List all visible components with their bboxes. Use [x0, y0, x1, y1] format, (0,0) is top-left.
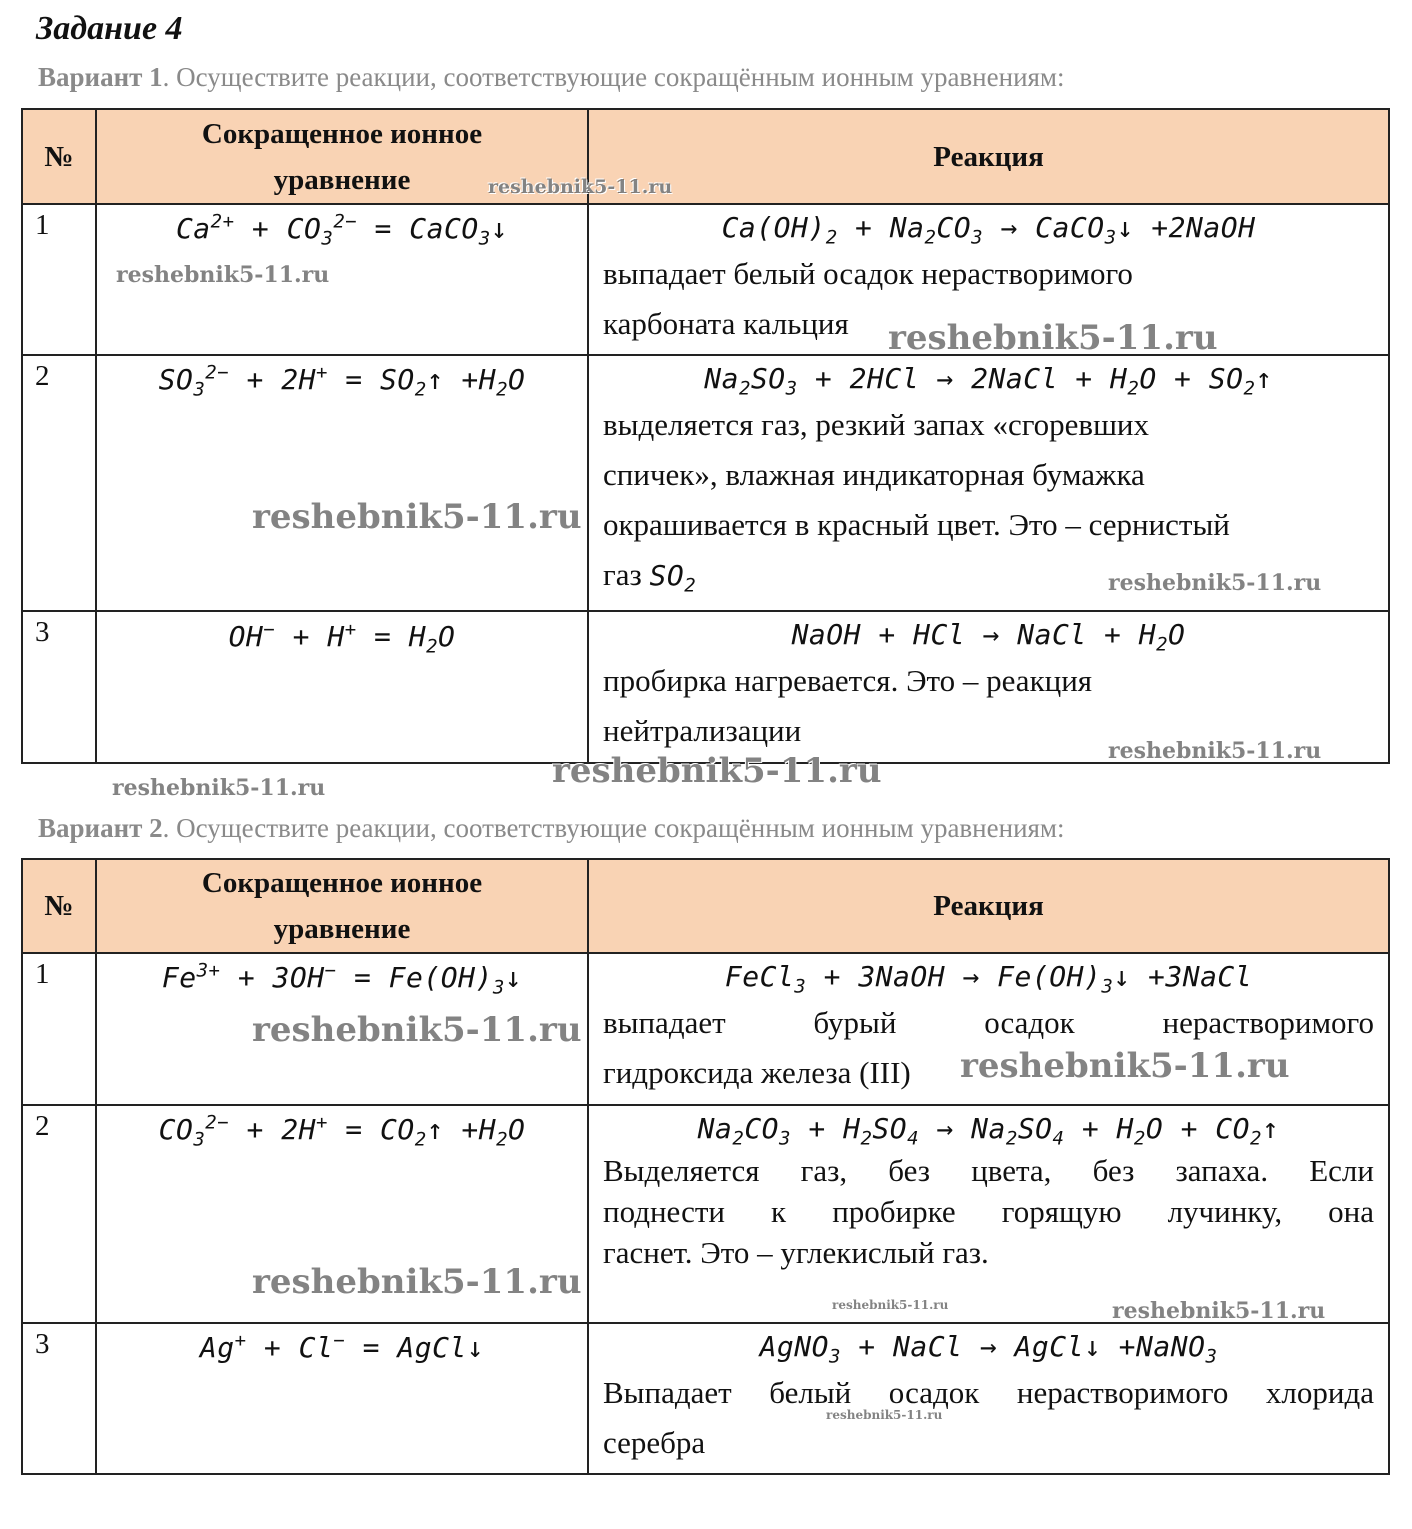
variant-2-table [21, 858, 1390, 1475]
header-ionic: Сокращенное ионное уравнение [96, 859, 588, 953]
variant-1-heading [38, 62, 1065, 93]
variant-1-label: Вариант 1 [38, 62, 163, 92]
reaction-cell [588, 1105, 1389, 1323]
task-title: Задание 4 [36, 10, 183, 47]
watermark: reshebnik5-11.ru [832, 1298, 949, 1312]
watermark: reshebnik5-11.ru [888, 318, 1218, 358]
reaction-cell [588, 355, 1389, 611]
variant-2-heading [38, 813, 1065, 844]
row-number: 3 [22, 1323, 96, 1474]
table-row [22, 1323, 1389, 1474]
variant-2-task: . Осуществите реакции, соответствующие сокращённым ионным уравнениям: [162, 813, 1065, 843]
header-ionic: Сокращенное ионное уравнение [96, 109, 588, 204]
ionic-equation: Ag+ + Cl− = AgCl↓ [96, 1323, 588, 1474]
molecular-equation: FeCl$_3$ + 3NaOH → $Fe(OH)_3↓$ +3NaCl [724, 960, 1253, 998]
watermark: reshebnik5-11.ru [960, 1046, 1290, 1086]
reaction-description: Выделяется газ, без цвета, без запаха. Если поднести к пробирке горящую лучинку, она гаснет. Это – углекислый газ. [603, 1152, 1374, 1270]
table-row [22, 1105, 1389, 1323]
watermark: reshebnik5-11.ru [112, 775, 326, 801]
reaction-cell [588, 953, 1389, 1105]
header-reaction: Реакция [588, 109, 1389, 204]
molecular-equation: $Na_2SO_3 + 2HCl$ → 2NaCl + $H_2O$ + $SO_2↑$ [704, 362, 1273, 400]
ionic-equation: $CO_3^{2-} + 2H^+$ = $CO_2↑ +H_2O$ [96, 1105, 588, 1323]
watermark: reshebnik5-11.ru [252, 497, 582, 537]
variant-1-table [21, 108, 1390, 764]
watermark: reshebnik5-11.ru [1112, 1298, 1326, 1324]
row-number: 2 [22, 355, 96, 611]
watermark: reshebnik5-11.ru [488, 176, 673, 198]
reaction-cell [588, 611, 1389, 763]
reaction-cell [588, 204, 1389, 355]
row-number: 1 [22, 204, 96, 355]
ionic-equation: $Fe^{3+} + 3OH^-$ = $Fe(OH)_3↓$ [96, 953, 588, 1105]
reaction-description: пробирка нагревается. Это – реакция нейтрализации [603, 662, 1093, 748]
reaction-description: выпадает бурый осадок нерастворимого гидроксида железа (III) [603, 1004, 1374, 1090]
watermark: reshebnik5-11.ru [252, 1010, 582, 1050]
molecular-equation: AgNO$_3$ + NaCl → AgCl↓ +NaNO$_3$ [759, 1330, 1218, 1368]
molecular-equation: $Na_2CO_3 + H_2SO_4 \to Na_2SO_4 + H_2O$ + $CO_2↑$ [697, 1112, 1280, 1150]
molecular-equation: $Ca(OH)_2 + Na_2CO_3$ → CaCO$_3$↓ +2NaOH [721, 211, 1256, 249]
watermark: reshebnik5-11.ru [1108, 738, 1322, 764]
variant-2-label: Вариант 2 [38, 813, 163, 843]
watermark: reshebnik5-11.ru [116, 262, 330, 288]
reaction-description: Выпадает белый осадок нерастворимого хлорида серебра [603, 1374, 1374, 1460]
header-num: № [22, 859, 96, 953]
table-row [22, 611, 1389, 763]
reaction-description: выпадает белый осадок нерастворимого карбоната кальция [603, 255, 1133, 341]
reaction-description: выделяется газ, резкий запах «сгоревших спичек», влажная индикаторная бумажка окрашивается в красный цвет. Это – сернистый газ $SO_2$ [603, 406, 1230, 597]
molecular-equation: NaOH + HCl → NaCl + $H_2O$ [791, 618, 1186, 656]
reaction-cell [588, 1323, 1389, 1474]
ionic-equation: $OH^- + H^+ = H_2O$ [96, 611, 588, 763]
row-number: 3 [22, 611, 96, 763]
ionic-equation: $SO_3^{2-} + 2H^+$ = $SO_2↑ +H_2O$ [96, 355, 588, 611]
table-header-row [22, 859, 1389, 953]
watermark: reshebnik5-11.ru [826, 1408, 943, 1422]
row-number: 2 [22, 1105, 96, 1323]
watermark: reshebnik5-11.ru [1108, 570, 1322, 596]
header-num: № [22, 109, 96, 204]
ionic-equation: $Ca^{2+} + CO_3^{2-}$ = CaCO$_3$↓ [96, 204, 588, 355]
table-header-row [22, 109, 1389, 204]
watermark: reshebnik5-11.ru [552, 751, 882, 791]
table-row [22, 355, 1389, 611]
row-number: 1 [22, 953, 96, 1105]
table-row [22, 204, 1389, 355]
variant-1-task: . Осуществите реакции, соответствующие сокращённым ионным уравнениям: [162, 62, 1065, 92]
header-reaction: Реакция [588, 859, 1389, 953]
watermark: reshebnik5-11.ru [252, 1262, 582, 1302]
table-row [22, 953, 1389, 1105]
